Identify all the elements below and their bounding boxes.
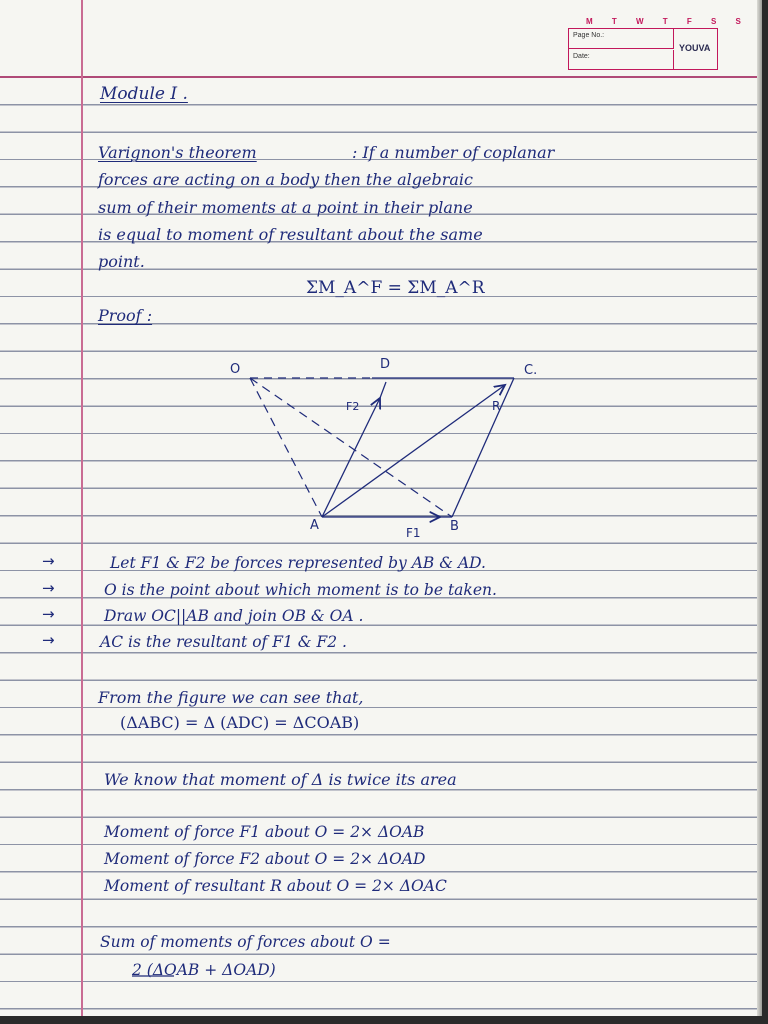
label-o: O xyxy=(230,362,241,377)
bullet-arrow-icon: → xyxy=(42,631,55,649)
bullet-arrow-icon: → xyxy=(42,579,55,597)
label-a: A xyxy=(310,518,319,533)
moment-line-1: Moment of force F1 about O = 2× ΔOAB xyxy=(104,823,425,841)
triangle-relation: (ΔABC) = Δ (ADC) = ΔCOAB) xyxy=(120,713,360,732)
line-oa-dashed xyxy=(250,378,322,517)
weekday-strip: M T W T F S S xyxy=(586,17,750,26)
theorem-line-3: sum of their moments at a point in their plane xyxy=(98,198,473,217)
date-label: Date: xyxy=(573,53,590,60)
proof-step-1: Let F1 & F2 be forces represented by AB & AD. xyxy=(110,554,486,572)
label-d: D xyxy=(380,357,391,372)
proof-heading: Proof : xyxy=(98,306,153,325)
label-f2: F2 xyxy=(346,400,360,413)
module-title: Module I . xyxy=(100,84,188,104)
theorem-line-2: forces are acting on a body then the algebraic xyxy=(98,170,473,189)
bullet-arrow-icon: → xyxy=(42,605,55,623)
sum-line-2: 2 (ΔOAB + ΔOAD) xyxy=(132,961,276,979)
line-ad-end xyxy=(380,382,386,398)
area-fact: We know that moment of Δ is twice its area xyxy=(104,770,457,789)
sum-line-1: Sum of moments of forces about O = xyxy=(100,933,391,951)
varignon-formula: ΣM_A^F = ΣM_A^R xyxy=(306,278,485,298)
moment-line-2: Moment of force F2 about O = 2× ΔOAD xyxy=(104,850,426,868)
brand-logo: YOUVA xyxy=(679,43,711,53)
theorem-line-5: point. xyxy=(98,252,145,271)
theorem-line-1: : If a number of coplanar xyxy=(352,143,555,162)
vector-ad xyxy=(322,398,380,517)
proof-step-3: Draw OC||AB and join OB & OA . xyxy=(104,607,364,625)
proof-step-4: AC is the resultant of F1 & F2 . xyxy=(100,633,347,651)
theorem-term: Varignon's theorem xyxy=(98,143,257,162)
strikethrough-mark xyxy=(130,962,180,984)
bullet-arrow-icon: → xyxy=(42,552,55,570)
label-c: C. xyxy=(524,363,538,378)
moment-line-3: Moment of resultant R about O = 2× ΔOAC xyxy=(104,877,447,895)
label-b: B xyxy=(450,519,459,534)
label-f1: F1 xyxy=(406,526,421,540)
page-number-label: Page No.: xyxy=(573,32,605,39)
figure-intro: From the figure we can see that, xyxy=(98,688,364,707)
label-r: R xyxy=(492,399,501,413)
line-bc xyxy=(452,378,514,517)
proof-step-2: O is the point about which moment is to be taken. xyxy=(104,581,497,599)
theorem-line-4: is equal to moment of resultant about the same xyxy=(98,225,483,244)
